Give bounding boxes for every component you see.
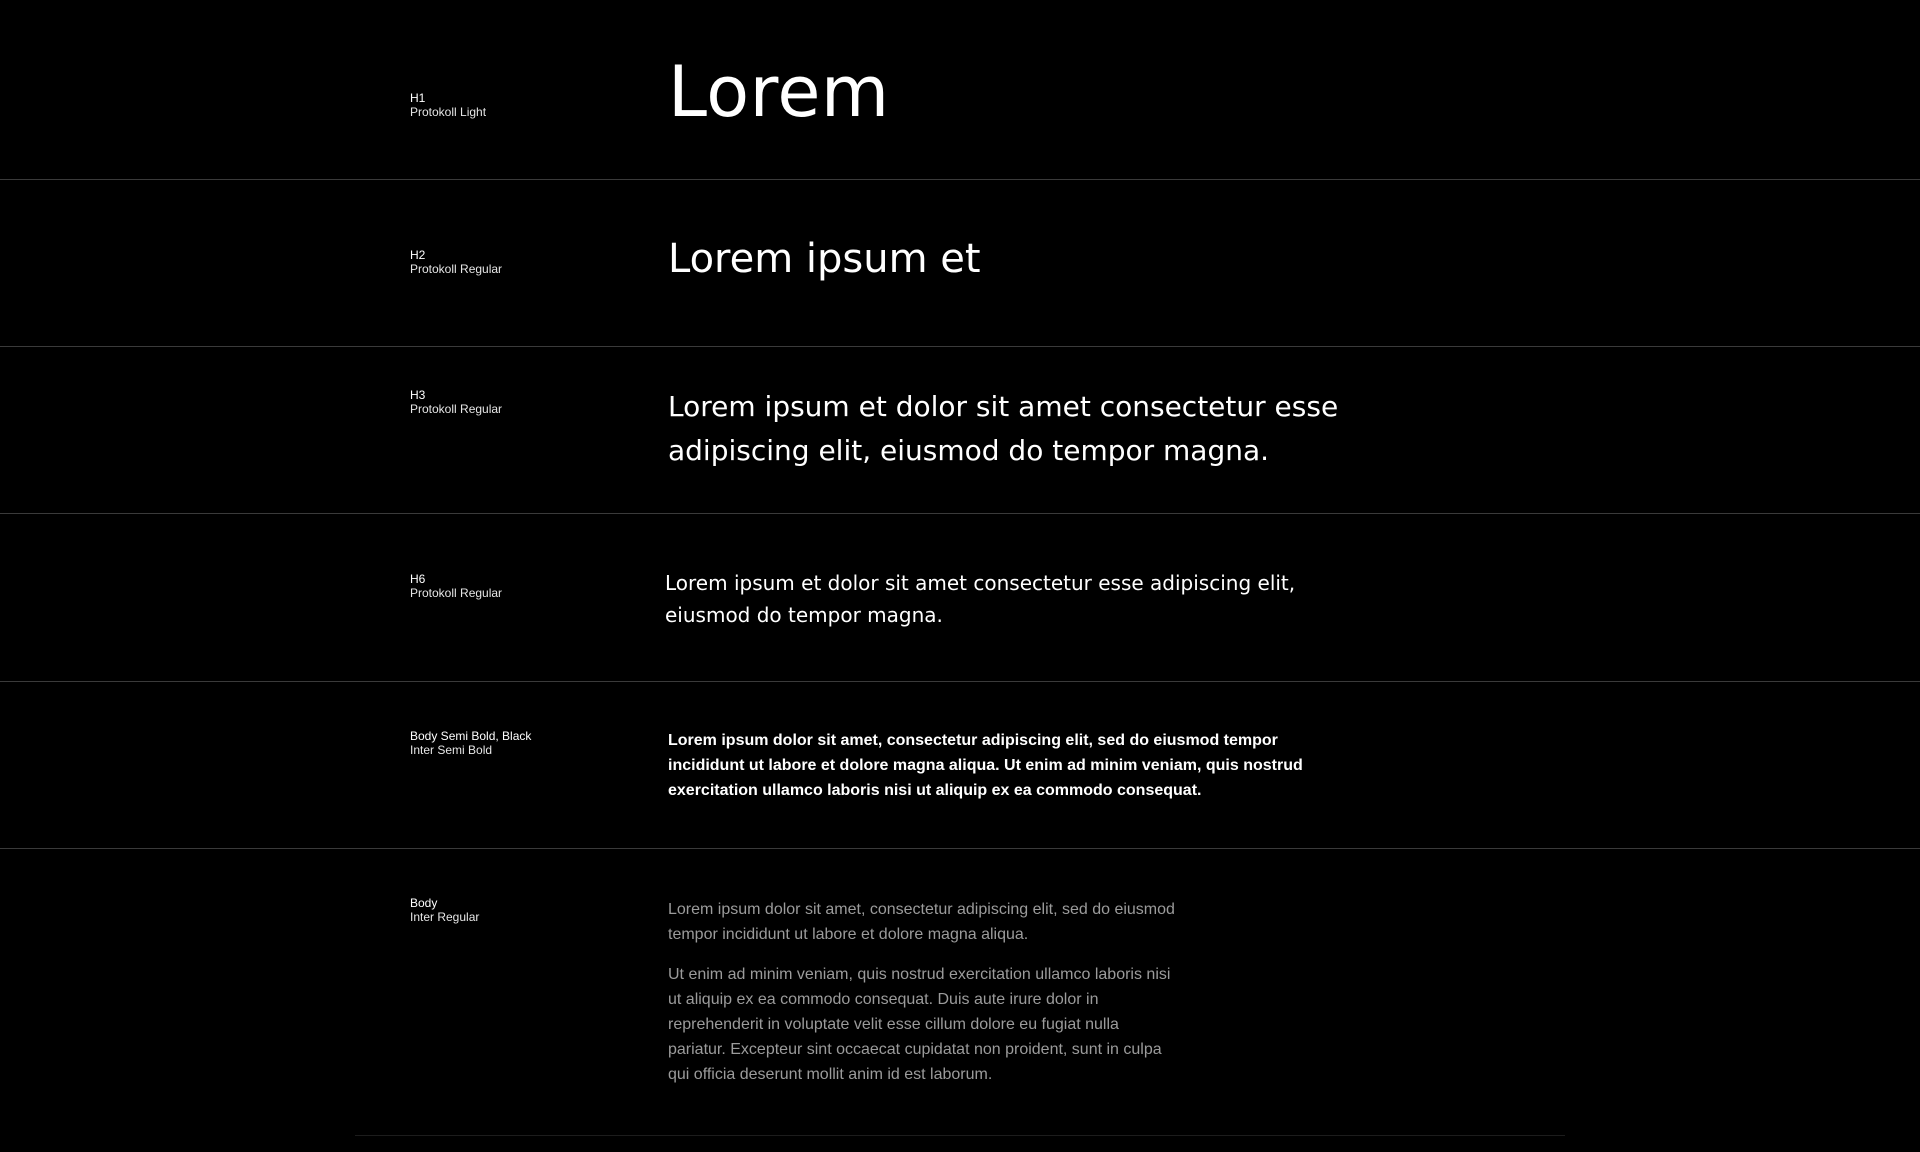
bottom-divider bbox=[355, 1135, 1565, 1136]
sample-line: ut aliquip ex ea commodo consequat. Duis aute irure dolor in bbox=[668, 991, 1099, 1008]
sample-line: qui officia deserunt mollit anim id est laborum. bbox=[668, 1066, 993, 1083]
style-name: H1 bbox=[410, 91, 426, 105]
h6-sample bbox=[665, 567, 1295, 631]
sample-line: pariatur. Excepteur sint occaecat cupidatat non proident, sunt in culpa bbox=[668, 1041, 1162, 1058]
sample-line: Ut enim ad minim veniam, quis nostrud exercitation ullamco laboris nisi bbox=[668, 966, 1171, 983]
body-paragraph bbox=[668, 897, 1175, 947]
type-label bbox=[410, 91, 486, 119]
style-name: H6 bbox=[410, 572, 426, 586]
sample-line: reprehenderit in voluptate velit esse cillum dolore eu fugiat nulla bbox=[668, 1016, 1119, 1033]
type-row-h3 bbox=[0, 347, 1920, 514]
h2-sample bbox=[668, 236, 981, 282]
sample-line: Lorem ipsum et dolor sit amet consectetur esse adipiscing elit, bbox=[665, 571, 1296, 595]
h3-sample bbox=[668, 385, 1338, 473]
sample-line: exercitation ullamco laboris nisi ut aliquip ex ea commodo consequat. bbox=[668, 782, 1202, 799]
sample-line: Lorem ipsum dolor sit amet, consectetur adipiscing elit, sed do eiusmod bbox=[668, 901, 1175, 918]
font-name: Inter Regular bbox=[410, 910, 480, 924]
style-name: Body Semi Bold, Black bbox=[410, 729, 532, 743]
type-row-body-semibold bbox=[0, 682, 1920, 849]
font-name: Protokoll Regular bbox=[410, 586, 503, 600]
sample-line: adipiscing elit, eiusmod do tempor magna. bbox=[668, 434, 1270, 467]
type-row-h6 bbox=[0, 514, 1920, 682]
style-name: H2 bbox=[410, 248, 426, 262]
sample-line: Lorem ipsum dolor sit amet, consectetur adipiscing elit, sed do eiusmod tempor bbox=[668, 732, 1278, 749]
style-name: H3 bbox=[410, 388, 426, 402]
body-paragraph bbox=[668, 962, 1175, 1087]
body-semibold-sample bbox=[668, 728, 1303, 803]
type-label bbox=[410, 572, 502, 600]
type-row-body bbox=[0, 849, 1920, 1135]
sample-line: Lorem bbox=[668, 51, 890, 133]
font-name: Protokoll Light bbox=[410, 105, 487, 119]
sample-line: Lorem ipsum et dolor sit amet consectetur esse bbox=[668, 390, 1339, 423]
font-name: Protokoll Regular bbox=[410, 262, 503, 276]
sample-line: Lorem ipsum et bbox=[668, 236, 981, 282]
sample-line: eiusmod do tempor magna. bbox=[665, 603, 943, 627]
type-label bbox=[410, 388, 502, 416]
type-label bbox=[410, 248, 502, 276]
type-label bbox=[410, 896, 479, 924]
style-name: Body bbox=[410, 896, 438, 910]
font-name: Inter Semi Bold bbox=[410, 743, 493, 757]
type-row-h2 bbox=[0, 180, 1920, 347]
body-sample bbox=[668, 897, 1175, 1102]
sample-line: tempor incididunt ut labore et dolore magna aliqua. bbox=[668, 926, 1029, 943]
type-label bbox=[410, 729, 531, 757]
font-name: Protokoll Regular bbox=[410, 402, 503, 416]
sample-line: incididunt ut labore et dolore magna aliqua. Ut enim ad minim veniam, quis nostrud bbox=[668, 757, 1303, 774]
type-row-h1 bbox=[0, 0, 1920, 180]
h1-sample bbox=[668, 52, 890, 132]
